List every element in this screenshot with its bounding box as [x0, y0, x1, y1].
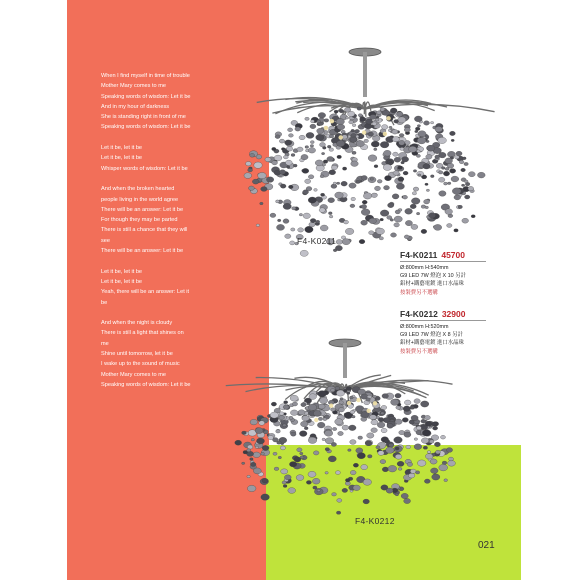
lyric-line: There is still a chance that they will: [101, 227, 188, 234]
product-label-f4-k0212: F4-K0212: [355, 516, 395, 526]
lyric-line: Speaking words of wisdom: Let it be: [101, 93, 191, 100]
lyric-line: When I find myself in time of trouble: [101, 73, 190, 79]
lyric-line: And when the broken hearted: [101, 186, 175, 193]
product-code: F4-K0211: [400, 250, 438, 260]
lyric-line: There will be an answer: Let it be: [101, 206, 184, 213]
lyric-line: [101, 308, 219, 318]
product-material: 鋁材+鐵藝電鍍 進口水晶珠: [400, 281, 464, 288]
lyric-line: There is still a light that shines on: [101, 330, 184, 337]
lyric-line: see: [101, 237, 111, 244]
product-size: Ø:800mm H:520mm: [400, 324, 449, 330]
spec-block-f4-k0211: [400, 250, 520, 297]
product-bulb: G9 LED 7W 燈泡 X 10 另計: [400, 273, 466, 280]
lyric-line: For though they may be parted: [101, 217, 178, 224]
product-price: 32900: [441, 309, 466, 319]
lyric-line: [101, 174, 219, 184]
product-bulb: G9 LED 7W 燈泡 X 8 另計: [400, 332, 463, 339]
lyric-line: Mother Mary comes to me: [101, 83, 166, 90]
product-code: F4-K0212: [400, 309, 438, 319]
lyric-line: Whisper words of wisdom: Let it be: [101, 165, 188, 172]
chandelier-f4-k0211-image: [265, 40, 515, 240]
lyrics-text-block: [101, 71, 219, 390]
lyric-line: Speaking words of wisdom: Let it be: [101, 124, 191, 131]
spec-divider: [400, 261, 486, 262]
lyric-line: Let it be, let it be: [101, 278, 143, 285]
lyric-line: And when the night is cloudy: [101, 320, 173, 327]
lyric-line: be: [101, 299, 108, 306]
product-price: 45700: [441, 250, 465, 260]
lyric-line: me: [101, 340, 109, 347]
spec-divider: [400, 320, 486, 321]
product-label-f4-k0211: F4-K0211: [297, 236, 337, 246]
lyric-line: [101, 256, 219, 266]
lyric-line: There will be an answer: Let it be: [101, 248, 184, 255]
lyric-line: Let it be, let it be: [101, 145, 143, 152]
lyric-line: Let it be, let it be: [101, 155, 143, 162]
lyric-line: [101, 133, 219, 143]
lyric-line: I wake up to the sound of music: [101, 361, 180, 368]
lyric-line: Yeah, there will be an answer: Let it: [101, 289, 190, 296]
lyric-line: Speaking words of wisdom: Let it be: [101, 381, 191, 388]
product-note: 按裝費另不選購: [400, 348, 438, 355]
product-size: Ø:800mm H:540mm: [400, 265, 449, 271]
lyric-line: Mother Mary comes to me: [101, 371, 166, 378]
lyric-line: And in my hour of darkness: [101, 103, 170, 110]
product-note: 按裝費另不選購: [400, 289, 438, 296]
product-material: 鋁材+鐵藝電鍍 進口水晶珠: [400, 340, 464, 347]
lyric-line: Shine until tomorrow, let it be: [101, 351, 173, 358]
page-number: 021: [478, 540, 495, 551]
lyric-line: She is standing right in front of me: [101, 114, 186, 121]
lyric-line: people living in the world agree: [101, 196, 179, 203]
lyric-line: Let it be, let it be: [101, 268, 143, 275]
chandelier-f4-k0212-image: [230, 335, 480, 515]
